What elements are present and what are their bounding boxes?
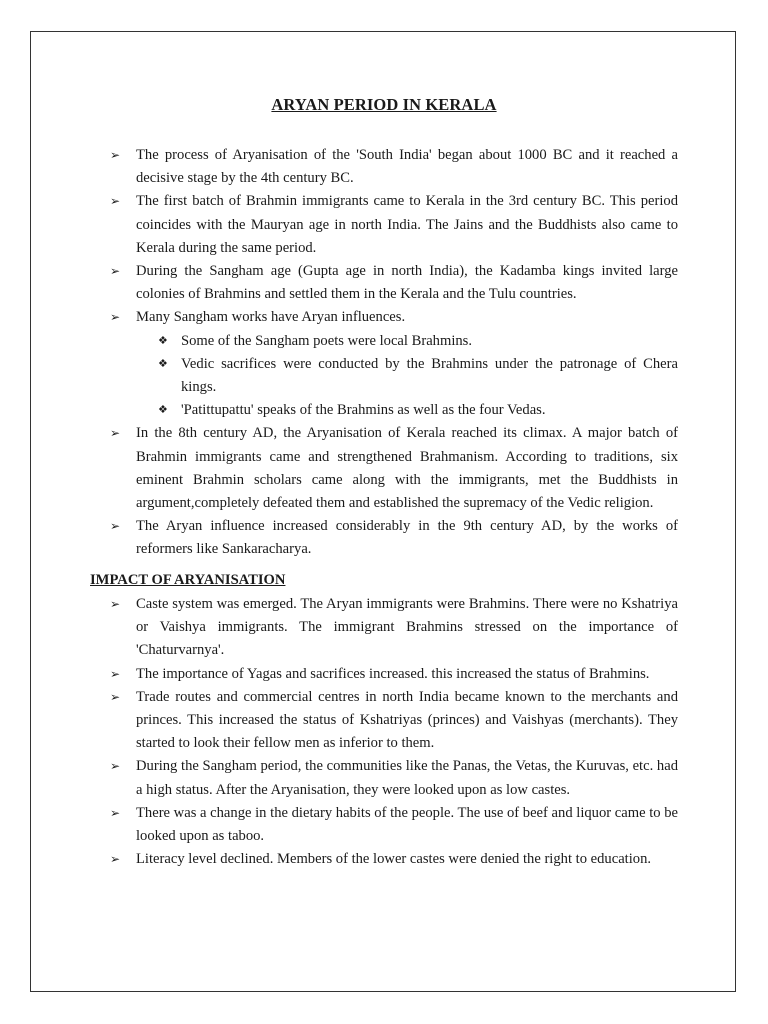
list-item — [0, 593, 768, 663]
list-item-text: There was a change in the dietary habits of the people. The use of beef and liquor came to be looked upon as taboo. — [136, 804, 678, 845]
list-item-text: During the Sangham period, the communities like the Panas, the Vetas, the Kuruvas, etc. had a high status. After the Aryanisation, they were looked upon as low castes. — [136, 758, 678, 798]
list-item — [0, 306, 768, 329]
arrow-bullet-icon: ➢ — [110, 805, 121, 820]
arrow-bullet-icon: ➢ — [110, 666, 121, 681]
list-item-text: The first batch of Brahmin immigrants came to Kerala in the 3rd century BC. This period coincides with the Mauryan age in north India. The Jains and the Buddhists also came to Kerala during the same period. — [136, 193, 678, 256]
list-item — [0, 663, 768, 686]
arrow-bullet-icon: ➢ — [110, 519, 121, 534]
list-item-text: The process of Aryanisation of the 'South India' began about 1000 BC and it reached a decisive stage by the 4th century BC. — [136, 147, 678, 187]
arrow-bullet-icon: ➢ — [110, 597, 121, 611]
arrow-bullet-icon: ➢ — [110, 148, 121, 162]
sub-list-item — [0, 399, 768, 422]
sub-list-item-text: Some of the Sangham poets were local Brahmins. — [181, 332, 472, 349]
arrow-bullet-icon: ➢ — [110, 264, 121, 279]
sub-list-item-text: 'Patittupattu' speaks of the Brahmins as well as the four Vedas. — [181, 402, 546, 419]
sub-list-item-text: Vedic sacrifices were conducted by the Brahmins under the patronage of Chera kings. — [181, 355, 678, 396]
list-item — [0, 686, 768, 756]
diamond-bullet-icon: ❖ — [158, 334, 168, 347]
list-item — [0, 515, 768, 561]
impact-list — [0, 593, 768, 871]
arrow-bullet-icon: ➢ — [110, 194, 121, 209]
list-item-text: Many Sangham works have Aryan influences. — [136, 309, 406, 326]
diamond-bullet-icon: ❖ — [158, 404, 168, 417]
sub-list-item — [0, 330, 768, 353]
arrow-bullet-icon: ➢ — [110, 852, 121, 867]
page-title: ARYAN PERIOD IN KERALA — [271, 95, 497, 114]
list-item — [0, 755, 768, 801]
diamond-bullet-icon: ❖ — [158, 357, 168, 370]
list-item — [0, 848, 768, 871]
list-item-text: Trade routes and commercial centres in north India became known to the merchants and princes. This increased the status of Kshatriyas (princes) and Vaishyas (merchants). They started to look their fellow men as inferior to them. — [136, 688, 678, 752]
list-item — [0, 144, 768, 190]
list-item-text: The importance of Yagas and sacrifices increased. this increased the status of Brahmins. — [136, 665, 650, 682]
list-item-text: During the Sangham age (Gupta age in north India), the Kadamba kings invited large colonies of Brahmins and settled them in the Kerala and the Tulu countries. — [136, 263, 678, 303]
list-item — [0, 422, 768, 515]
list-item — [0, 260, 768, 306]
arrow-bullet-icon: ➢ — [110, 759, 121, 774]
list-item-text: Literacy level declined. Members of the lower castes were denied the right to education. — [136, 851, 652, 868]
sub-list-item — [0, 353, 768, 399]
section-heading: IMPACT OF ARYANISATION — [90, 572, 286, 588]
list-item-text: The Aryan influence increased considerably in the 9th century AD, by the works of reformers like Sankaracharya. — [136, 518, 678, 558]
arrow-bullet-icon: ➢ — [110, 426, 121, 441]
list-item-text: In the 8th century AD, the Aryanisation of Kerala reached its climax. A major batch of Brahmin immigrants came and strengthened Brahmanism. According to traditions, six eminent Brahmin scholars came along with the immigrants, met the Buddhists in argument,completely defeated them and established the supremacy of the Vedic religion. — [136, 425, 678, 512]
aryan-period-list — [0, 144, 768, 562]
list-item-text: Caste system was emerged. The Aryan immigrants were Brahmins. There were no Kshatriya or Vaishya immigrants. The immigrant Brahmins stressed on the importance of 'Chaturvarnya'. — [136, 596, 678, 659]
list-item — [0, 802, 768, 848]
arrow-bullet-icon: ➢ — [110, 689, 121, 704]
arrow-bullet-icon: ➢ — [110, 310, 121, 325]
list-item — [0, 190, 768, 260]
